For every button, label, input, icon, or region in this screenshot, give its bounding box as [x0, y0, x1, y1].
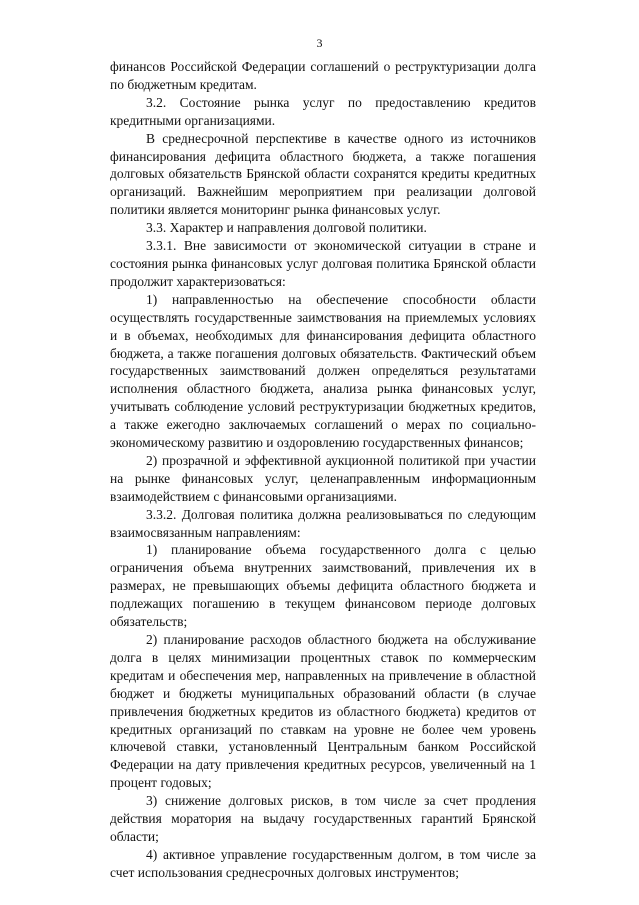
paragraph: 3.2. Состояние рынка услуг по предоставлению кредитов кредитными организациями.: [110, 94, 536, 128]
page-number: 3: [316, 36, 323, 50]
paragraph: 3.3.2. Долговая политика должна реализовываться по следующим взаимосвязанным направлениям:: [110, 506, 536, 540]
paragraph: 3) снижение долговых рисков, в том числе за счет продления действия моратория на выдачу государственных гарантий Брянской области;: [110, 793, 536, 844]
paragraph: 2) прозрачной и эффективной аукционной политикой при участии на рынке финансовых услуг, целенаправленным информационным взаимодействием с финансовыми организациями.: [110, 452, 536, 504]
paragraph: 2) планирование расходов областного бюджета на обслуживание долга в целях минимизации процентных ставок по коммерческим кредитам и обеспечения мер, направленных на привлечение в областной бюджет и бюджеты муниципальных образований области (в случае привлечения бюджетных кредитов из областного бюджета) кредитов от кредитных организаций по ставкам на уровне не более чем уровень ключевой ставки, установленный Центральным банком Российской Федерации на дату привлечения кредитных ресурсов, увеличенный на 1 процент годовых;: [110, 632, 536, 791]
paragraph: финансов Российской Федерации соглашений о реструктуризации долга по бюджетным кредитам.: [110, 59, 536, 92]
paragraph: 1) направленностью на обеспечение способности области осуществлять государственные заимствования на приемлемых условиях и в объемах, необходимых для финансирования дефицита областного бюджета, а также погашения долговых обязательств. Фактический объем государственных заимствований должен определяться результатами исполнения областного бюджета, анализа рынка финансовых услуг, учитывать соблюдение условий реструктуризации бюджетных кредитов, а также ежегодно заключаемых соглашений о мерах по социально-экономическому развитию и оздоровлению государственных финансов;: [110, 291, 536, 451]
paragraph: 4) активное управление государственным долгом, в том числе за счет использования среднесрочных долговых инструментов;: [110, 846, 536, 880]
paragraph: В среднесрочной перспективе в качестве одного из источников финансирования дефицита областного бюджета, а также погашения долговых обязательств Брянской области сохранятся кредиты кредитных организаций. Важнейшим мероприятием при реализации долговой политики является мониторинг рынка финансовых услуг.: [110, 130, 536, 218]
document-body: [110, 58, 536, 882]
paragraph: 3.3.1. Вне зависимости от экономической ситуации в стране и состояния рынка финансовых услуг долговая политика Брянской области продолжит характеризоваться:: [110, 238, 536, 289]
paragraph: 3.3. Характер и направления долговой политики.: [146, 220, 427, 236]
paragraph: 1) планирование объема государственного долга с целью ограничения объема внутренних заимствований, привлечения их в размерах, не превышающих объемы дефицита областного бюджета и подлежащих погашению в текущем финансовом периоде долговых обязательств;: [110, 542, 536, 630]
